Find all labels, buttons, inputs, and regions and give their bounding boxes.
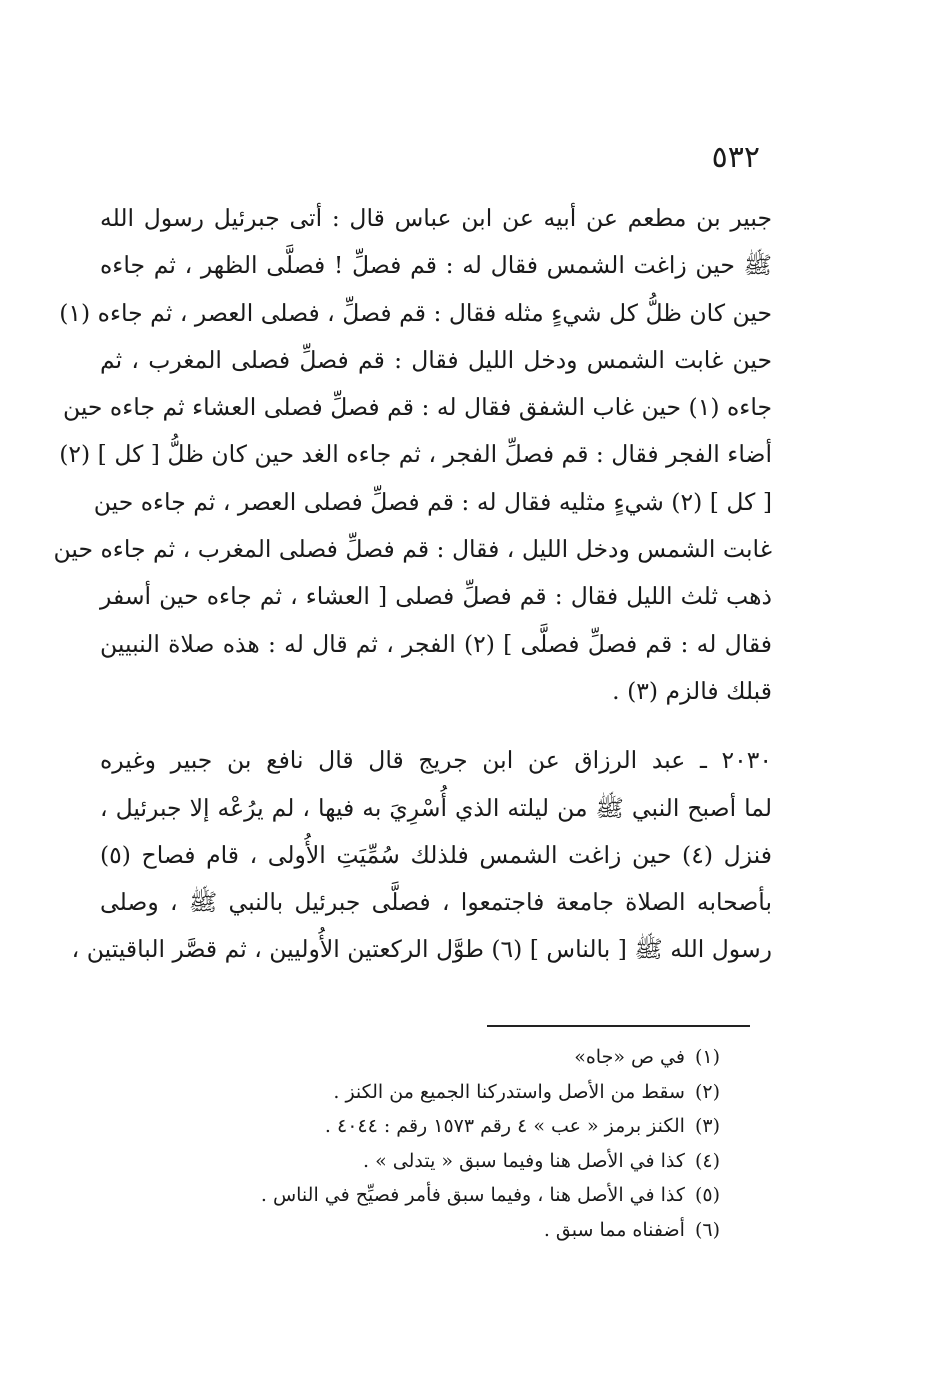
text-line: جاءه (١) حين غاب الشفق فقال له : قم فصلِّ فصلى العشاء ثم جاءه حين — [62, 393, 772, 422]
text-line: فقال له : قم فصلِّ فصلَّى ] (٢) الفجر ، ثم قال له : هذه صلاة النبيين — [100, 629, 773, 658]
footnote-5 — [200, 1178, 720, 1213]
paragraph-1 — [53, 195, 773, 715]
footnote-text: كذا في الأصل هنا ، وفيما سبق فأمر فصيِّح في الناس . — [260, 1184, 685, 1206]
footnote-2 — [200, 1075, 720, 1110]
footnote-number: (٣) — [694, 1115, 720, 1137]
text-line: رسول الله ﷺ [ بالناس ] (٦) طوَّل الركعتين الأُوليين ، ثم قصَّر الباقيتين ، — [71, 935, 772, 964]
footnote-number: (٢) — [694, 1080, 720, 1103]
text-line: ٢٠٣٠ ـ عبد الرزاق عن ابن جريج قال قال نافع بن جبير وغيره — [100, 746, 772, 775]
main-text — [53, 195, 773, 974]
text-line: غابت الشمس ودخل الليل ، فقال : قم فصلِّ فصلى المغرب ، ثم جاءه حين — [53, 535, 772, 564]
footnote-number: (٦) — [694, 1218, 720, 1241]
footnote-text: الكنز برمز « عب » ٤ رقم ١٥٧٣ رقم : ٤٠٤٤ . — [324, 1115, 685, 1137]
footnote-number: (٤) — [694, 1149, 720, 1172]
footnote-text: كذا في الأصل هنا وفيما سبق « يتدلى » . — [363, 1149, 685, 1172]
page-number: ٥٣٢ — [711, 140, 760, 175]
paragraph-2030 — [71, 737, 772, 973]
text-line: قبلك فالزم (٣) . — [612, 676, 772, 705]
footnote-number: (١) — [694, 1046, 720, 1068]
footnote-text: في ص «جاه» — [574, 1046, 685, 1068]
text-line: فنزل (٤) حين زاغت الشمس فلذلك سُمِّيَتِ الأُولى ، قام فصاح (٥) — [100, 840, 772, 869]
footnote-4 — [200, 1144, 720, 1179]
footnote-text: أضفناه مما سبق . — [543, 1218, 685, 1241]
footnote-text: سقط من الأصل واستدركنا الجميع من الكنز . — [333, 1080, 685, 1103]
footnote-3 — [200, 1109, 720, 1144]
footnote-1 — [200, 1040, 720, 1075]
text-line: جبير بن مطعم عن أبيه عن ابن عباس قال : أتى جبرئيل رسول الله — [100, 204, 772, 232]
text-line: [ كل ] (٢) شيءٍ مثليه فقال له : قم فصلِّ فصلى العصر ، ثم جاءه حين — [93, 487, 772, 516]
text-line: ذهب ثلث الليل فقال : قم فصلِّ فصلى [ العشاء ، ثم جاءه حين أسفر — [100, 582, 772, 611]
text-line: حين غابت الشمس ودخل الليل فقال : قم فصلِّ فصلى المغرب ، ثم — [100, 345, 772, 374]
text-line: بأصحابه الصلاة جامعة فاجتمعوا ، فصلَّى جبرئيل بالنبي ﷺ ، وصلى — [100, 888, 772, 917]
footnote-6 — [200, 1213, 720, 1248]
text-line: ﷺ حين زاغت الشمس فقال له : قم فصلِّ ! فصلَّى الظهر ، ثم جاءه — [100, 251, 772, 280]
footnote-divider — [487, 1025, 750, 1027]
text-line: أضاء الفجر فقال : قم فصلِّ الفجر ، ثم جاءه الغد حين كان ظلُّ [ كل ] (٢) — [59, 440, 772, 469]
text-line: حين كان ظلُّ كل شيءٍ مثله فقال : قم فصلِّ ، فصلى العصر ، ثم جاءه (١) — [59, 298, 772, 327]
footnote-number: (٥) — [694, 1184, 720, 1206]
paragraph-gap — [100, 715, 772, 737]
text-line: لما أصبح النبي ﷺ من ليلته الذي أُسْرِيَ به فيها ، لم يرُعْه إلا جبرئيل ، — [100, 793, 772, 822]
footnotes — [200, 1040, 720, 1247]
